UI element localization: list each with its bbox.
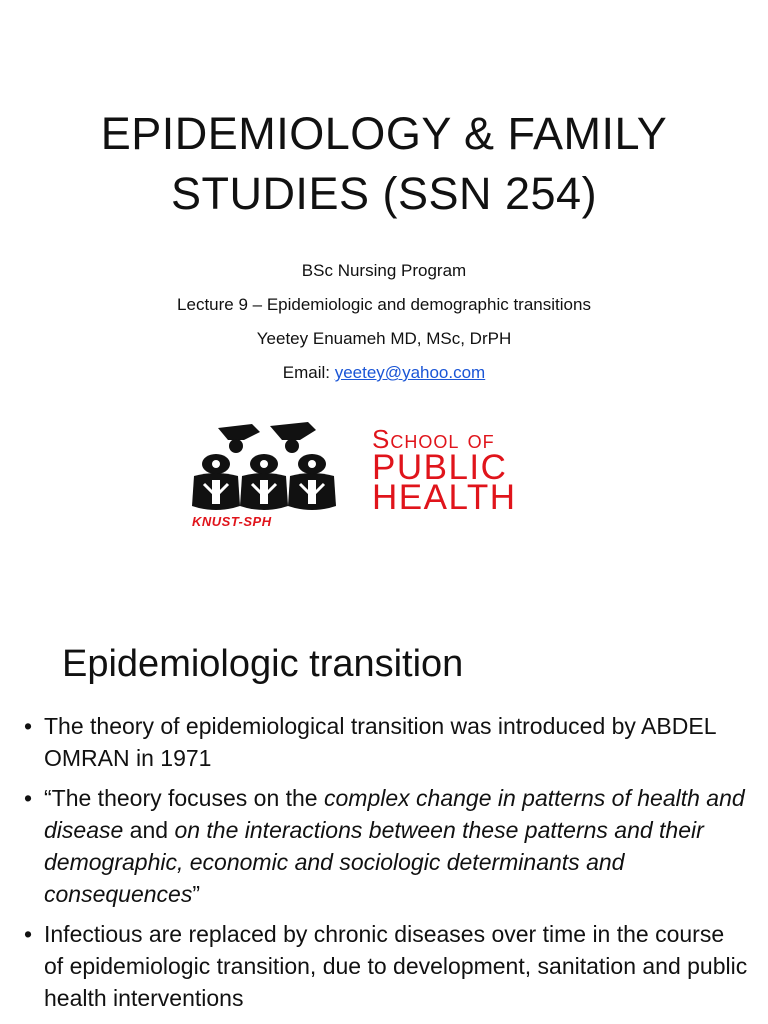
email-link[interactable]: yeetey@yahoo.com <box>334 363 486 382</box>
bullet-2-emphasis-2: on the interactions between these patterns and their demographic, economic and sociologic determinants and consequences <box>44 817 704 907</box>
email-label: Email: <box>282 363 335 382</box>
program-text: BSc Nursing Program <box>301 261 467 280</box>
email-line <box>20 362 748 396</box>
logo-caption: KNUST-SPH <box>192 514 272 529</box>
logo-health: HEALTH <box>372 478 517 517</box>
bullet-dot-icon: • <box>24 713 33 739</box>
bullet-2-mid: and <box>123 817 175 843</box>
logo-public: PUBLIC <box>372 448 508 487</box>
title-line-2: STUDIES (SSN 254) <box>170 168 598 219</box>
knust-sph-logo <box>180 418 590 538</box>
lecture-text: Lecture 9 – Epidemiologic and demographic transitions <box>177 295 591 314</box>
content-slide <box>0 590 768 1024</box>
bullet-list <box>24 710 748 1022</box>
bullet-2-open: “The theory focuses on the <box>44 785 324 811</box>
slide-title <box>20 104 748 224</box>
bullet-2-close: ” <box>192 881 201 907</box>
bullet-item <box>24 710 748 774</box>
bullet-2-emphasis-1: complex change in patterns of health and disease <box>44 785 745 843</box>
bullet-item <box>24 782 748 910</box>
bullet-dot-icon: • <box>24 785 33 811</box>
slide-heading: Epidemiologic transition <box>62 643 464 685</box>
author-text: Yeetey Enuameh MD, MSc, DrPH <box>256 329 512 348</box>
bullet-dot-icon: • <box>24 921 33 947</box>
subtitle-block <box>20 260 748 396</box>
bullet-3-text: Infectious are replaced by chronic diseases over time in the course of epidemiologic transition, due to development, sanitation and public health interventions <box>44 921 748 1011</box>
logo-school-of: School of <box>372 424 495 454</box>
bullet-1-text: The theory of epidemiological transition was introduced by ABDEL OMRAN in 1971 <box>44 713 716 771</box>
title-line-1: EPIDEMIOLOGY & FAMILY <box>100 108 668 159</box>
bullet-item <box>24 918 748 1014</box>
